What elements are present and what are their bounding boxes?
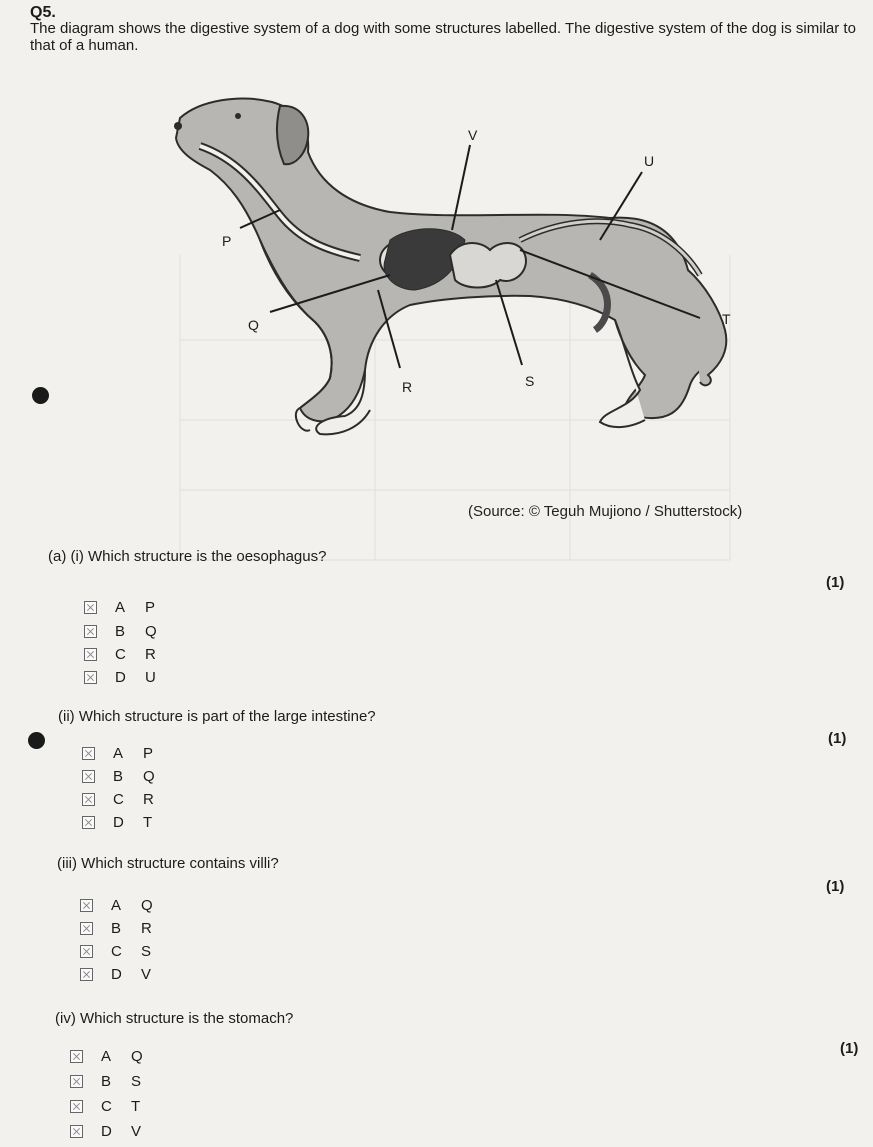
answer-checkbox[interactable] (82, 747, 95, 760)
label-u: U (644, 153, 655, 169)
option-letter: A (113, 744, 124, 762)
option-value: P (143, 744, 154, 762)
option-row[interactable] (82, 743, 153, 763)
option-letter: A (115, 598, 126, 616)
question-part-a-i: (a) (i) Which structure is the oesophagus? (48, 548, 327, 565)
answer-checkbox[interactable] (80, 945, 93, 958)
label-r: R (402, 379, 413, 395)
option-row[interactable] (70, 1121, 141, 1141)
answer-checkbox[interactable] (80, 899, 93, 912)
option-value: U (145, 668, 156, 686)
label-v: V (468, 127, 478, 143)
option-row[interactable] (84, 667, 156, 687)
answer-checkbox[interactable] (84, 671, 97, 684)
mark-allocation: (1) (826, 878, 845, 895)
option-letter: C (115, 645, 126, 663)
image-source-credit: (Source: © Teguh Mujiono / Shutterstock) (468, 503, 743, 520)
mark-allocation: (1) (840, 1040, 859, 1057)
option-letter: C (111, 942, 122, 960)
option-row[interactable] (80, 918, 152, 938)
option-row[interactable] (84, 621, 157, 641)
option-row[interactable] (70, 1096, 140, 1116)
answer-checkbox[interactable] (82, 793, 95, 806)
option-value: Q (131, 1047, 143, 1065)
option-row[interactable] (80, 895, 153, 915)
answer-checkbox[interactable] (84, 601, 97, 614)
option-value: R (143, 790, 154, 808)
answer-checkbox[interactable] (82, 770, 95, 783)
question-part-a-ii: (ii) Which structure is part of the large intestine? (58, 708, 376, 725)
option-value: Q (145, 622, 157, 640)
option-value: T (143, 813, 153, 831)
option-letter: A (111, 896, 122, 914)
label-q: Q (248, 317, 259, 333)
answer-checkbox[interactable] (70, 1100, 83, 1113)
label-t: T (722, 311, 731, 327)
option-value: T (131, 1097, 141, 1115)
answer-checkbox[interactable] (80, 968, 93, 981)
mark-allocation: (1) (828, 730, 847, 747)
option-value: S (141, 942, 152, 960)
option-value: S (131, 1072, 142, 1090)
option-row[interactable] (82, 766, 155, 786)
option-row[interactable] (80, 941, 151, 961)
option-letter: B (115, 622, 126, 640)
mark-allocation: (1) (826, 574, 845, 591)
question-intro: The diagram shows the digestive system of a dog with some structures labelled. The digestive system of the dog is similar to that of a human. (30, 20, 856, 54)
option-row[interactable] (84, 597, 155, 617)
answer-checkbox[interactable] (82, 816, 95, 829)
option-letter: B (101, 1072, 112, 1090)
option-letter: C (101, 1097, 112, 1115)
option-letter: A (101, 1047, 112, 1065)
option-letter: D (113, 813, 124, 831)
option-value: P (145, 598, 156, 616)
option-value: Q (141, 896, 153, 914)
option-row[interactable] (82, 789, 154, 809)
option-value: R (141, 919, 152, 937)
option-row[interactable] (70, 1046, 143, 1066)
option-value: V (131, 1122, 142, 1140)
question-part-a-iii: (iii) Which structure contains villi? (57, 855, 279, 872)
answer-checkbox[interactable] (70, 1050, 83, 1063)
answer-checkbox[interactable] (84, 648, 97, 661)
option-value: R (145, 645, 156, 663)
option-row[interactable] (84, 644, 156, 664)
option-letter: B (111, 919, 122, 937)
binding-hole (28, 732, 45, 749)
binding-hole (32, 387, 49, 404)
dog-digestive-diagram (160, 90, 800, 560)
label-s: S (525, 373, 535, 389)
option-letter: C (113, 790, 124, 808)
option-row[interactable] (70, 1071, 141, 1091)
label-p: P (222, 233, 232, 249)
option-row[interactable] (80, 964, 151, 984)
option-letter: B (113, 767, 124, 785)
question-part-a-iv: (iv) Which structure is the stomach? (55, 1010, 294, 1027)
answer-checkbox[interactable] (70, 1125, 83, 1138)
answer-checkbox[interactable] (84, 625, 97, 638)
option-letter: D (115, 668, 126, 686)
option-letter: D (101, 1122, 112, 1140)
question-number: Q5. (30, 4, 56, 21)
answer-checkbox[interactable] (70, 1075, 83, 1088)
option-value: V (141, 965, 152, 983)
option-value: Q (143, 767, 155, 785)
option-row[interactable] (82, 812, 152, 832)
option-letter: D (111, 965, 122, 983)
answer-checkbox[interactable] (80, 922, 93, 935)
